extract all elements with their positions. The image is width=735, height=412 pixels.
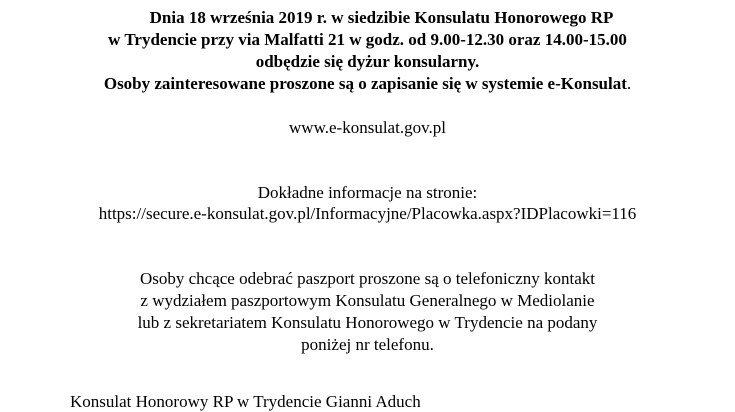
announcement-line-4-period: .: [626, 74, 632, 93]
announcement-line-1: Dnia 18 września 2019 r. w siedzibie Konsulatu Honorowego RP: [149, 8, 614, 27]
details-label: Dokładne informacje na stronie:: [257, 183, 478, 202]
passport-line-3: lub z sekretariatem Konsulatu Honorowego w Trydencie na podany: [137, 313, 598, 332]
website-link[interactable]: www.e-konsulat.gov.pl: [289, 118, 446, 137]
details-url[interactable]: https://secure.e-konsulat.gov.pl/Informacyjne/Placowka.aspx?IDPlacowki=116: [98, 204, 637, 223]
passport-line-4: poniżej nr telefonu.: [301, 335, 434, 354]
passport-line-1: Osoby chcące odebrać paszport proszone są o telefoniczny kontakt: [139, 269, 596, 288]
announcement-line-3: odbędzie się dyżur konsularny.: [255, 52, 480, 71]
announcement-line-4-text: Osoby zainteresowane proszone są o zapisanie się w systemie e-Konsulat: [103, 74, 627, 93]
announcement-line-2: w Trydencie przy via Malfatti 21 w godz. od 9.00-12.30 oraz 14.00-15.00: [108, 30, 627, 49]
footer-partial-line: Konsulat Honorowy RP w Trydencie Gianni Aduch: [70, 392, 421, 411]
announcement-line-4: [0, 74, 735, 94]
passport-line-2: z wydziałem paszportowym Konsulatu Generalnego w Mediolanie: [140, 291, 595, 310]
